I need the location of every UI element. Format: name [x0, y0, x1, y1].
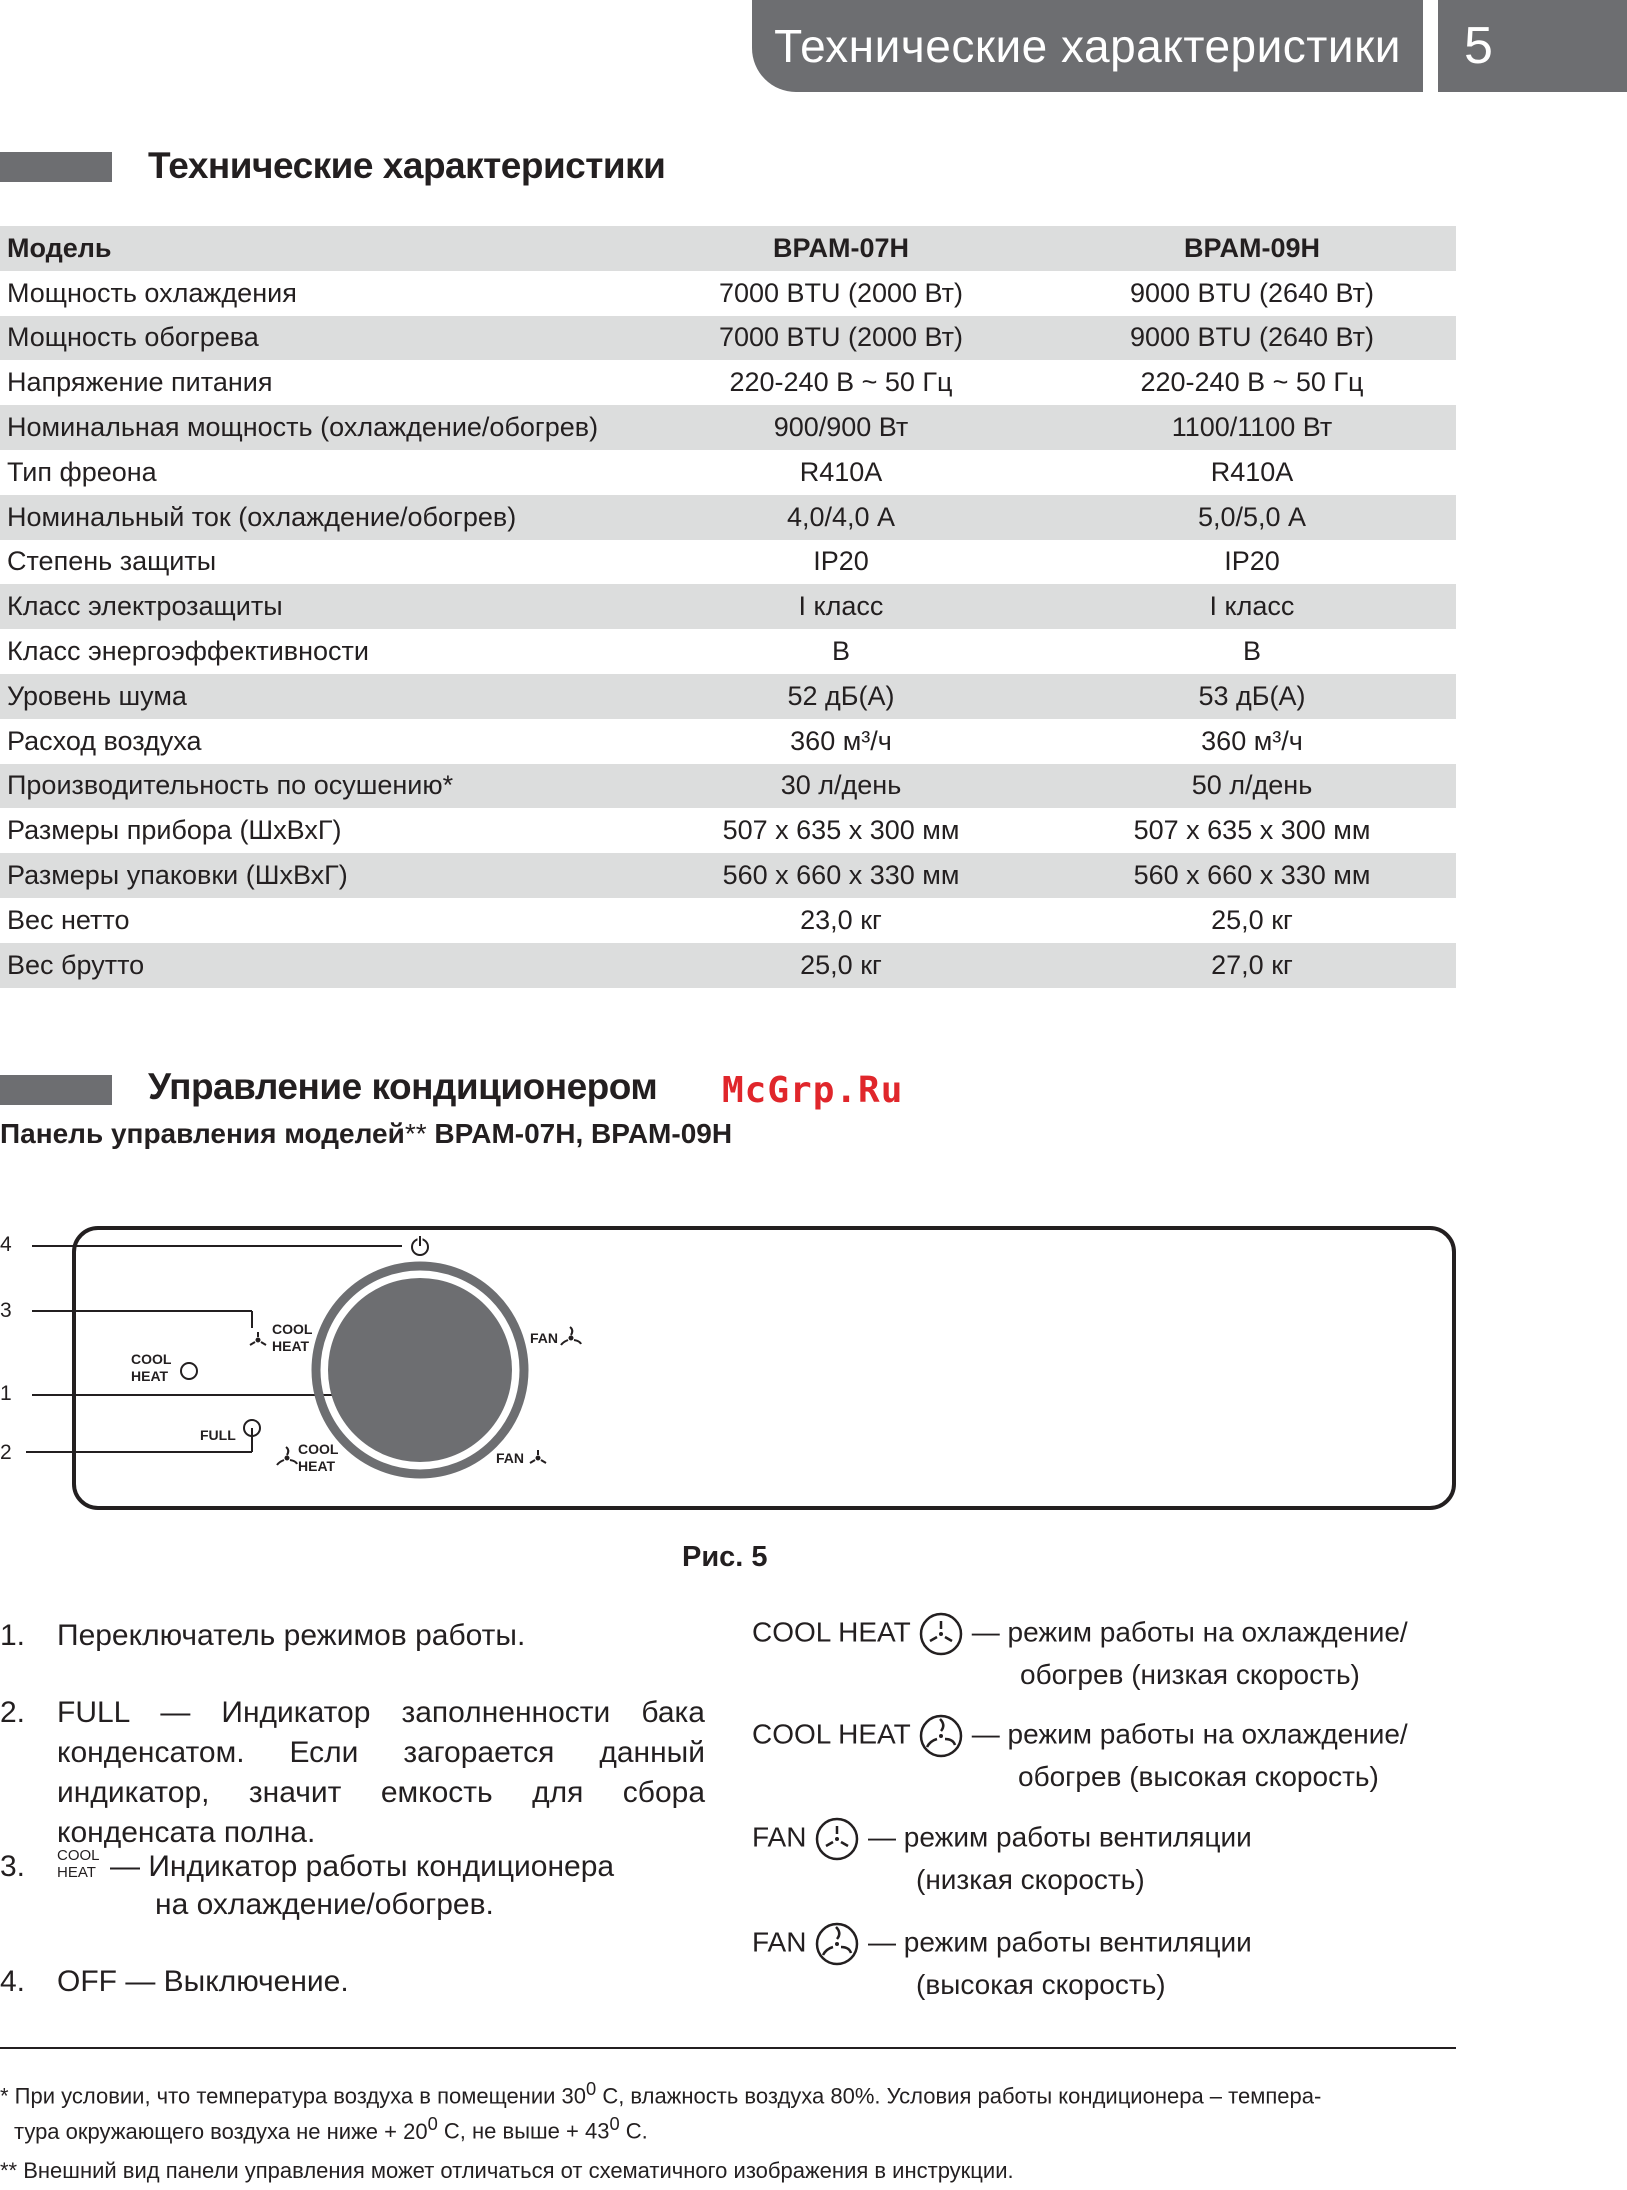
- fan-low-icon: [530, 1450, 546, 1463]
- figure-caption: Рис. 5: [682, 1541, 768, 1573]
- table-row: [0, 943, 1456, 988]
- table-cell: 507 х 635 х 300 мм: [722, 815, 960, 846]
- table-row: [0, 271, 1456, 316]
- power-icon: [412, 1236, 428, 1255]
- mode-legend-item: [752, 1713, 1408, 1794]
- table-cell: 5,0/5,0 А: [1197, 501, 1307, 532]
- item-text: FULL — Индикатор заполненности бака конденсатом. Если загорается данный индикатор, значит емкость для сбора конденсата полна.: [57, 1696, 705, 1849]
- table-cell: Мощность охлаждения: [7, 277, 297, 308]
- page-number: 5: [1438, 0, 1627, 92]
- table-cell: R410A: [799, 456, 883, 487]
- table-cell: 560 х 660 х 330 мм: [722, 860, 960, 891]
- cool-heat-indicator: [181, 1363, 197, 1379]
- cool-label: COOL: [57, 1847, 100, 1864]
- full-indicator: [244, 1420, 260, 1436]
- item-number: 4.: [0, 1965, 26, 1998]
- table-row: [0, 316, 1456, 361]
- mode-desc: — режим работы вентиляции: [868, 1926, 1252, 1958]
- table-row: [0, 629, 1456, 674]
- table-cell: 360 м³/ч: [1201, 725, 1303, 756]
- section-title-specs: Технические характеристики: [148, 145, 666, 186]
- table-cell: B: [831, 636, 850, 667]
- table-cell: 9000 BTU (2640 Вт): [1129, 277, 1375, 308]
- section-title-control: Управление кондиционером: [148, 1066, 658, 1107]
- table-cell: I класс: [1209, 591, 1295, 622]
- table-row: [0, 853, 1456, 898]
- mode-label: COOL HEAT: [752, 1718, 911, 1750]
- table-cell: Тип фреона: [7, 456, 157, 487]
- table-cell: 9000 BTU (2640 Вт): [1129, 322, 1375, 353]
- table-cell: 220-240 В ~ 50 Гц: [1140, 367, 1364, 398]
- item-text: OFF — Выключение.: [57, 1965, 349, 1998]
- footnote-1: [0, 2075, 1456, 2146]
- mode-desc-cont: обогрев (низкая скорость): [1020, 1659, 1360, 1690]
- heat-label: HEAT: [57, 1864, 96, 1881]
- table-row: [0, 405, 1456, 450]
- table-cell: 30 л/день: [780, 770, 902, 801]
- table-cell: Класс электрозащиты: [7, 591, 283, 622]
- item-number: 3.: [0, 1850, 26, 1883]
- table-cell: Мощность обогрева: [7, 322, 259, 353]
- table-cell: 7000 BTU (2000 Вт): [718, 322, 964, 353]
- table-cell: B: [1242, 636, 1261, 667]
- table-cell: 53 дБ(А): [1198, 680, 1306, 711]
- table-row: [0, 450, 1456, 495]
- footnote-text: С, не выше + 43: [437, 2118, 610, 2144]
- table-cell: Производительность по осушению*: [7, 770, 454, 801]
- heat-label: HEAT: [298, 1458, 336, 1474]
- callout-number-4: 4: [0, 1233, 12, 1256]
- mode-desc: — режим работы вентиляции: [868, 1821, 1252, 1853]
- cool-heat-label: [131, 1351, 171, 1385]
- table-row: [0, 674, 1456, 719]
- table-row: [0, 495, 1456, 540]
- fan-high-icon: [561, 1327, 581, 1345]
- mode-label: COOL HEAT: [752, 1616, 911, 1648]
- table-cell: Вес брутто: [7, 949, 145, 980]
- table-row: [0, 719, 1456, 764]
- degree-mark: 0: [427, 2113, 438, 2135]
- cool-label: COOL: [272, 1321, 313, 1337]
- subtitle-text: Панель управления моделей: [0, 1118, 405, 1149]
- table-row: [0, 540, 1456, 585]
- knob-label-fan-high: FAN: [530, 1330, 558, 1346]
- table-cell: 52 дБ(А): [787, 680, 895, 711]
- fan-low-icon: [918, 1611, 964, 1657]
- knob-label-cool-heat-high: [298, 1441, 338, 1475]
- table-cell: 900/900 Вт: [773, 412, 909, 443]
- cool-label: COOL: [131, 1351, 172, 1367]
- cool-heat-mark: [57, 1847, 100, 1881]
- panel-drawing: [0, 1200, 1460, 1530]
- table-row: [0, 584, 1456, 629]
- table-cell: I класс: [798, 591, 884, 622]
- watermark: McGrp.Ru: [722, 1070, 904, 1111]
- table-row: [0, 808, 1456, 853]
- table-cell: 560 х 660 х 330 мм: [1133, 860, 1371, 891]
- callout-number-2: 2: [0, 1441, 12, 1464]
- table-header-cell: BPAM-07H: [772, 232, 909, 263]
- mode-desc-cont: (высокая скорость): [916, 1969, 1166, 2000]
- item-number: 2.: [0, 1696, 26, 1729]
- table-header-cell: Модель: [7, 232, 112, 263]
- table-cell: IP20: [1224, 546, 1280, 577]
- table-cell: 4,0/4,0 А: [786, 501, 896, 532]
- mode-label: FAN: [752, 1821, 807, 1853]
- mode-desc: — режим работы на охлаждение/: [971, 1718, 1408, 1750]
- footnote-text: тура окружающего воздуха не ниже + 20: [14, 2118, 428, 2144]
- table-cell: 1100/1100 Вт: [1171, 412, 1333, 443]
- panel-subtitle: [0, 1118, 732, 1150]
- spec-table: [0, 226, 1456, 988]
- mode-desc: — режим работы на охлаждение/: [971, 1616, 1408, 1648]
- section-bar: [0, 152, 112, 182]
- footnote-text: * При условии, что температура воздуха в помещении 30: [0, 2083, 586, 2109]
- table-cell: 23,0 кг: [800, 904, 882, 935]
- mode-desc-cont: (низкая скорость): [916, 1864, 1145, 1895]
- mode-knob: [316, 1266, 524, 1474]
- full-label: FULL: [200, 1427, 236, 1443]
- mode-label: FAN: [752, 1926, 807, 1958]
- table-header-row: [0, 226, 1456, 271]
- fan-high-icon: [918, 1713, 964, 1759]
- knob-label-fan-low: FAN: [496, 1450, 524, 1466]
- table-cell: Номинальный ток (охлаждение/обогрев): [7, 501, 517, 532]
- heat-label: HEAT: [272, 1338, 310, 1354]
- table-cell: 360 м³/ч: [790, 725, 892, 756]
- footnote-divider: [0, 2047, 1456, 2049]
- item-text-cont: на охлаждение/обогрев.: [155, 1888, 494, 1921]
- mode-desc-cont: обогрев (высокая скорость): [1018, 1761, 1379, 1792]
- table-cell: 27,0 кг: [1211, 949, 1293, 980]
- table-cell: 7000 BTU (2000 Вт): [718, 277, 964, 308]
- table-cell: 25,0 кг: [800, 949, 882, 980]
- fan-low-icon: [250, 1332, 266, 1345]
- item-text: Переключатель режимов работы.: [57, 1619, 526, 1652]
- section-bar: [0, 1075, 112, 1105]
- table-cell: Номинальная мощность (охлаждение/обогрев): [7, 412, 599, 443]
- table-row: [0, 898, 1456, 943]
- table-row: [0, 360, 1456, 405]
- callout-number-1: 1: [0, 1382, 12, 1405]
- subtitle-models: BPAM-07H, BPAM-09H: [426, 1118, 733, 1149]
- table-cell: 25,0 кг: [1211, 904, 1293, 935]
- table-cell: Уровень шума: [7, 680, 187, 711]
- table-cell: Степень защиты: [7, 546, 217, 577]
- table-cell: Расход воздуха: [7, 725, 202, 756]
- header-tab-title: Технические характеристики: [752, 0, 1423, 92]
- table-cell: Класс энергоэффективности: [7, 636, 369, 667]
- subtitle-mark: **: [404, 1118, 427, 1149]
- footnote-text: С, влажность воздуха 80%. Условия работы кондиционера – темпера-: [596, 2083, 1322, 2109]
- degree-mark: 0: [609, 2113, 620, 2135]
- knob-label-cool-heat-low: [272, 1321, 312, 1355]
- table-cell: Напряжение питания: [7, 367, 273, 398]
- table-cell: 507 х 635 х 300 мм: [1133, 815, 1371, 846]
- table-cell: IP20: [813, 546, 869, 577]
- item-number: 1.: [0, 1619, 26, 1652]
- fan-low-icon: [814, 1816, 860, 1862]
- table-cell: Вес нетто: [7, 904, 130, 935]
- mode-legend-item: [752, 1611, 1408, 1692]
- table-cell: Размеры упаковки (ШхВхГ): [7, 860, 348, 891]
- fan-high-icon: [277, 1447, 297, 1465]
- mode-legend-item: [752, 1816, 1252, 1897]
- fan-high-icon: [814, 1921, 860, 1967]
- table-cell: Размеры прибора (ШхВхГ): [7, 815, 342, 846]
- mode-legend-item: [752, 1921, 1252, 2002]
- table-cell: 220-240 В ~ 50 Гц: [729, 367, 953, 398]
- callout-number-3: 3: [0, 1299, 12, 1322]
- cool-label: COOL: [298, 1441, 339, 1457]
- table-cell: R410A: [1210, 456, 1294, 487]
- footnote-text: С.: [619, 2118, 648, 2144]
- degree-mark: 0: [586, 2078, 597, 2099]
- table-cell: 50 л/день: [1191, 770, 1313, 801]
- table-row: [0, 764, 1456, 809]
- table-header-cell: BPAM-09H: [1183, 232, 1320, 263]
- footnote-2: ** Внешний вид панели управления может отличаться от схематичного изображения в инструкции.: [0, 2158, 1014, 2183]
- item-text: — Индикатор работы кондиционера: [110, 1850, 615, 1883]
- heat-label: HEAT: [131, 1368, 169, 1384]
